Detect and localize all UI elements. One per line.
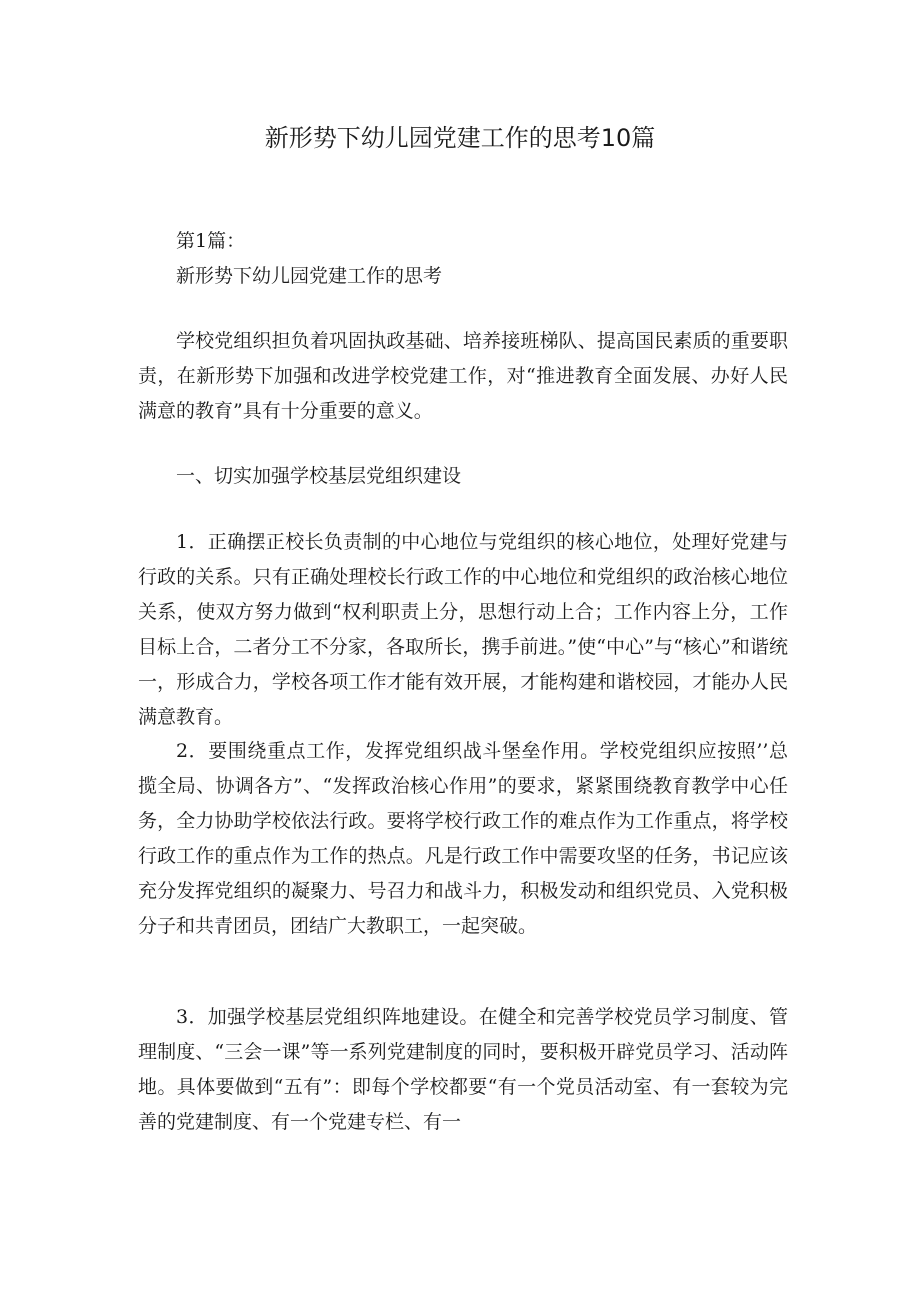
heading-1: 一、切实加强学校基层党组织建设 [176, 465, 462, 487]
point-1-paragraph: 1．正确摆正校长负责制的中心地位与党组织的核心地位，处理好党建与行政的关系。只有正确处理校长行政工作的中心地位和党组织的政治核心地位关系，使双方努力做到“权利职责上分，思想行动上合；工作内容上分，工作目标上合，二者分工不分家，各取所长，携手前进。”使“中心”与“核心”和谐统一，形成合力，学校各项工作才能有效开展，才能构建和谐校园，才能办人民满意教育。 [138, 531, 788, 728]
intro-paragraph: 学校党组织担负着巩固执政基础、培养接班梯队、提高国民素质的重要职责，在新形势下加强和改进学校党建工作，对“推进教育全面发展、办好人民满意的教育”具有十分重要的意义。 [138, 330, 788, 422]
section-subtitle: 新形势下幼儿园党建工作的思考 [176, 265, 443, 287]
document-title: 新形势下幼儿园党建工作的思考10篇 [264, 124, 656, 152]
point-2-paragraph: 2．要围绕重点工作，发挥党组织战斗堡垒作用。学校党组织应按照’’总揽全局、协调各方”、“发挥政治核心作用”的要求，紧紧围绕教育教学中心任务，全力协助学校依法行政。要将学校行政工作的难点作为工作重点，将学校行政工作的重点作为工作的热点。凡是行政工作中需要攻坚的任务，书记应该充分发挥党组织的凝聚力、号召力和战斗力，积极发动和组织党员、入党积极分子和共青团员，团结广大教职工，一起突破。 [138, 740, 788, 937]
section-label: 第1篇： [176, 230, 246, 252]
point-3-paragraph: 3．加强学校基层党组织阵地建设。在健全和完善学校党员学习制度、管理制度、“三会一课”等一系列党建制度的同时，要积极开辟党员学习、活动阵地。具体要做到“五有”：即每个学校都要“有一个党员活动室、有一套较为完善的党建制度、有一个党建专栏、有一 [138, 1006, 788, 1133]
